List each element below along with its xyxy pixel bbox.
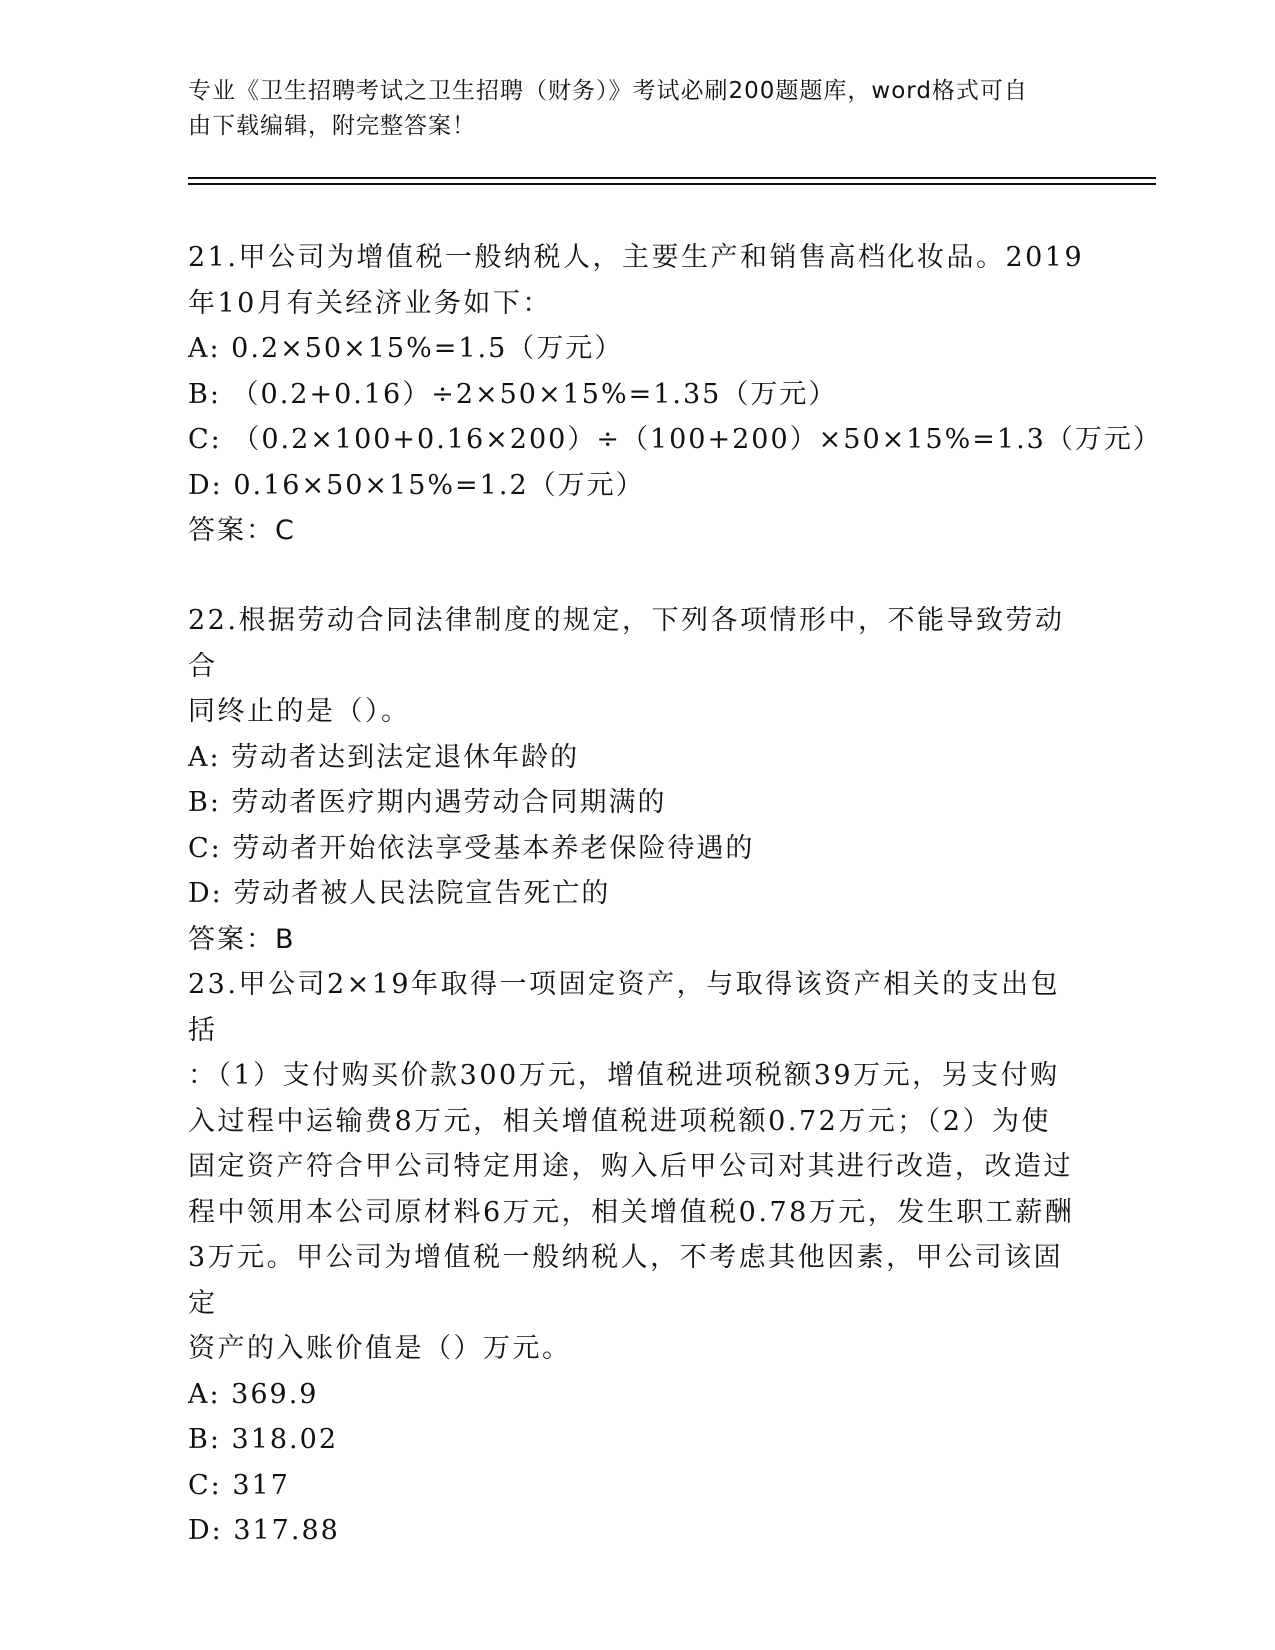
header-divider-bottom <box>188 183 1156 185</box>
question-text-line: ：（1）支付购买价款300万元，增值税进项税额39万元，另支付购 <box>188 1060 1060 1091</box>
answer-label: 答案：C <box>188 515 296 546</box>
answer-label: 答案：B <box>188 923 296 955</box>
header-divider-top <box>188 177 1156 179</box>
document-header <box>188 74 1078 144</box>
option-d: D: 0.16×50×15%=1.2（万元） <box>188 469 645 501</box>
option-a: A: 劳动者达到法定退休年龄的 <box>188 741 580 773</box>
option-c: C: 317 <box>188 1469 290 1501</box>
option-a: A: 369.9 <box>188 1378 319 1410</box>
header-line-2: 由下载编辑，附完整答案！ <box>188 113 476 139</box>
question-text-line: 程中领用本公司原材料6万元，相关增值税0.78万元，发生职工薪酬 <box>188 1196 1075 1228</box>
question-text-line: 固定资产符合甲公司特定用途，购入后甲公司对其进行改造，改造过 <box>188 1151 1073 1182</box>
option-c: C: 劳动者开始依法享受基本养老保险待遇的 <box>188 832 755 864</box>
question-text-line: 21.甲公司为增值税一般纳税人，主要生产和销售高档化妆品。2019 <box>188 242 1085 273</box>
option-b: B: 318.02 <box>188 1424 338 1455</box>
option-c: C: （0.2×100+0.16×200）÷（100+200）×50×15%=1.3（万元） <box>188 424 1162 455</box>
question-22 <box>188 598 1088 962</box>
question-text-line: 3万元。甲公司为增值税一般纳税人，不考虑其他因素，甲公司该固定 <box>188 1242 1064 1319</box>
option-d: D: 劳动者被人民法院宣告死亡的 <box>188 878 611 909</box>
question-text-line: 入过程中运输费8万元，相关增值税进项税额0.72万元；（2）为使 <box>188 1105 1051 1137</box>
option-d: D: 317.88 <box>188 1515 340 1546</box>
question-text-line: 同终止的是（）。 <box>188 696 411 727</box>
question-23 <box>188 962 1088 1554</box>
question-text-line: 年10月有关经济业务如下： <box>188 287 552 319</box>
option-b: B: 劳动者医疗期内遇劳动合同期满的 <box>188 787 667 818</box>
question-text-line: 资产的入账价值是（）万元。 <box>188 1333 572 1364</box>
option-a: A: 0.2×50×15%=1.5（万元） <box>188 333 624 364</box>
option-b: B: （0.2+0.16）÷2×50×15%=1.35（万元） <box>188 378 838 410</box>
header-line-1: 专业《卫生招聘考试之卫生招聘（财务）》考试必刷200题题库，word格式可自 <box>188 78 1028 104</box>
question-text-line: 22.根据劳动合同法律制度的规定，下列各项情形中，不能导致劳动合 <box>188 605 1065 682</box>
question-21 <box>188 235 1162 554</box>
question-text-line: 23.甲公司2×19年取得一项固定资产，与取得该资产相关的支出包括 <box>188 969 1061 1046</box>
